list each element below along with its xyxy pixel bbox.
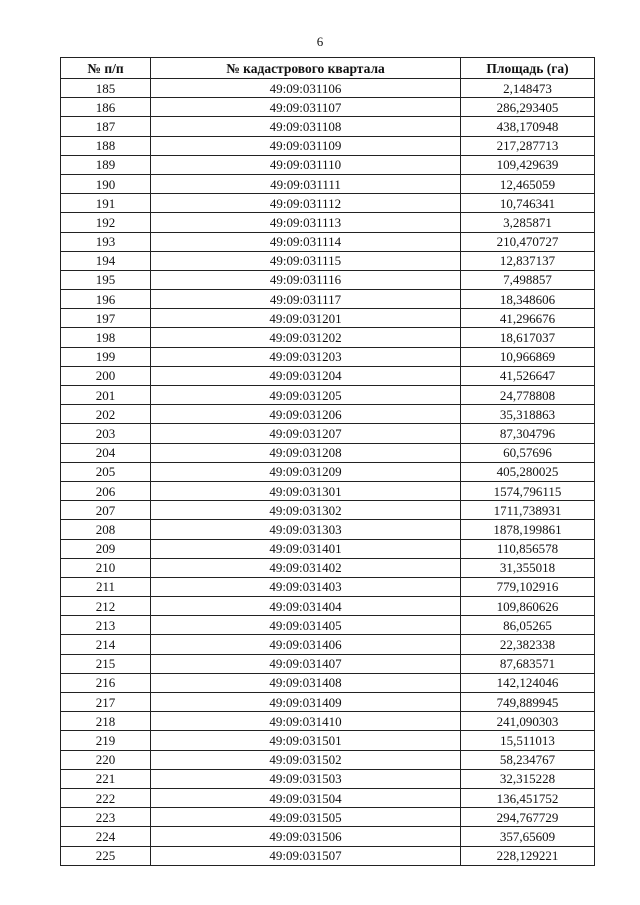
cadastral-quarter-number: 49:09:031406 — [151, 635, 461, 654]
area-value: 357,65609 — [461, 827, 595, 846]
row-index: 208 — [61, 520, 151, 539]
cadastral-quarter-number: 49:09:031208 — [151, 443, 461, 462]
row-index: 211 — [61, 577, 151, 596]
row-index: 205 — [61, 462, 151, 481]
row-index: 202 — [61, 405, 151, 424]
row-index: 185 — [61, 79, 151, 98]
row-index: 222 — [61, 788, 151, 807]
area-value: 10,746341 — [461, 194, 595, 213]
area-value: 41,296676 — [461, 309, 595, 328]
row-index: 207 — [61, 501, 151, 520]
area-value: 18,617037 — [461, 328, 595, 347]
area-value: 10,966869 — [461, 347, 595, 366]
area-value: 58,234767 — [461, 750, 595, 769]
header-area: Площадь (га) — [461, 58, 595, 79]
table-row — [61, 347, 595, 366]
row-index: 213 — [61, 616, 151, 635]
table-row — [61, 693, 595, 712]
area-value: 24,778808 — [461, 386, 595, 405]
table-row — [61, 577, 595, 596]
table-row — [61, 270, 595, 289]
area-value: 35,318863 — [461, 405, 595, 424]
area-value: 217,287713 — [461, 136, 595, 155]
area-value: 2,148473 — [461, 79, 595, 98]
area-value: 18,348606 — [461, 290, 595, 309]
table-row — [61, 251, 595, 270]
row-index: 219 — [61, 731, 151, 750]
cadastral-table — [60, 57, 595, 866]
cadastral-quarter-number: 49:09:031109 — [151, 136, 461, 155]
row-index: 210 — [61, 558, 151, 577]
cadastral-quarter-number: 49:09:031115 — [151, 251, 461, 270]
cadastral-quarter-number: 49:09:031407 — [151, 654, 461, 673]
row-index: 224 — [61, 827, 151, 846]
row-index: 187 — [61, 117, 151, 136]
row-index: 196 — [61, 290, 151, 309]
row-index: 201 — [61, 386, 151, 405]
table-row — [61, 328, 595, 347]
row-index: 221 — [61, 769, 151, 788]
row-index: 195 — [61, 270, 151, 289]
table-row — [61, 654, 595, 673]
row-index: 189 — [61, 155, 151, 174]
table-row — [61, 79, 595, 98]
table-row — [61, 827, 595, 846]
row-index: 217 — [61, 693, 151, 712]
area-value: 1574,796115 — [461, 481, 595, 500]
area-value: 779,102916 — [461, 577, 595, 596]
table-row — [61, 232, 595, 251]
cadastral-quarter-number: 49:09:031301 — [151, 481, 461, 500]
row-index: 218 — [61, 712, 151, 731]
area-value: 110,856578 — [461, 539, 595, 558]
table-row — [61, 750, 595, 769]
row-index: 203 — [61, 424, 151, 443]
table-row — [61, 616, 595, 635]
table-row — [61, 136, 595, 155]
area-value: 12,465059 — [461, 174, 595, 193]
table-row — [61, 194, 595, 213]
table-row — [61, 443, 595, 462]
area-value: 87,683571 — [461, 654, 595, 673]
area-value: 241,090303 — [461, 712, 595, 731]
cadastral-quarter-number: 49:09:031201 — [151, 309, 461, 328]
cadastral-quarter-number: 49:09:031504 — [151, 788, 461, 807]
table-row — [61, 366, 595, 385]
cadastral-quarter-number: 49:09:031116 — [151, 270, 461, 289]
area-value: 32,315228 — [461, 769, 595, 788]
table-row — [61, 290, 595, 309]
header-cadastral-quarter: № кадастрового квартала — [151, 58, 461, 79]
row-index: 190 — [61, 174, 151, 193]
area-value: 31,355018 — [461, 558, 595, 577]
row-index: 216 — [61, 673, 151, 692]
area-value: 228,129221 — [461, 846, 595, 865]
table-row — [61, 520, 595, 539]
cadastral-quarter-number: 49:09:031405 — [151, 616, 461, 635]
row-index: 200 — [61, 366, 151, 385]
row-index: 193 — [61, 232, 151, 251]
row-index: 214 — [61, 635, 151, 654]
cadastral-quarter-number: 49:09:031113 — [151, 213, 461, 232]
cadastral-quarter-number: 49:09:031410 — [151, 712, 461, 731]
table-row — [61, 846, 595, 865]
table-row — [61, 462, 595, 481]
cadastral-quarter-number: 49:09:031303 — [151, 520, 461, 539]
cadastral-quarter-number: 49:09:031506 — [151, 827, 461, 846]
table-row — [61, 769, 595, 788]
table-row — [61, 635, 595, 654]
area-value: 749,889945 — [461, 693, 595, 712]
table-row — [61, 386, 595, 405]
cadastral-quarter-number: 49:09:031110 — [151, 155, 461, 174]
table-row — [61, 808, 595, 827]
cadastral-quarter-number: 49:09:031111 — [151, 174, 461, 193]
cadastral-quarter-number: 49:09:031114 — [151, 232, 461, 251]
cadastral-quarter-number: 49:09:031107 — [151, 98, 461, 117]
cadastral-quarter-number: 49:09:031404 — [151, 597, 461, 616]
cadastral-quarter-number: 49:09:031502 — [151, 750, 461, 769]
cadastral-quarter-number: 49:09:031501 — [151, 731, 461, 750]
area-value: 405,280025 — [461, 462, 595, 481]
table-row — [61, 788, 595, 807]
cadastral-quarter-number: 49:09:031207 — [151, 424, 461, 443]
table-row — [61, 174, 595, 193]
cadastral-quarter-number: 49:09:031408 — [151, 673, 461, 692]
cadastral-quarter-number: 49:09:031403 — [151, 577, 461, 596]
table-row — [61, 539, 595, 558]
cadastral-quarter-number: 49:09:031117 — [151, 290, 461, 309]
row-index: 223 — [61, 808, 151, 827]
header-index: № п/п — [61, 58, 151, 79]
cadastral-quarter-number: 49:09:031203 — [151, 347, 461, 366]
table-row — [61, 712, 595, 731]
row-index: 192 — [61, 213, 151, 232]
row-index: 188 — [61, 136, 151, 155]
row-index: 225 — [61, 846, 151, 865]
cadastral-quarter-number: 49:09:031505 — [151, 808, 461, 827]
row-index: 199 — [61, 347, 151, 366]
area-value: 1878,199861 — [461, 520, 595, 539]
area-value: 15,511013 — [461, 731, 595, 750]
row-index: 197 — [61, 309, 151, 328]
cadastral-quarter-number: 49:09:031112 — [151, 194, 461, 213]
area-value: 294,767729 — [461, 808, 595, 827]
cadastral-quarter-number: 49:09:031205 — [151, 386, 461, 405]
table-row — [61, 98, 595, 117]
row-index: 186 — [61, 98, 151, 117]
area-value: 1711,738931 — [461, 501, 595, 520]
area-value: 87,304796 — [461, 424, 595, 443]
table-row — [61, 117, 595, 136]
area-value: 438,170948 — [461, 117, 595, 136]
table-row — [61, 405, 595, 424]
table-row — [61, 673, 595, 692]
table-row — [61, 558, 595, 577]
table-row — [61, 481, 595, 500]
cadastral-quarter-number: 49:09:031503 — [151, 769, 461, 788]
area-value: 210,470727 — [461, 232, 595, 251]
row-index: 220 — [61, 750, 151, 769]
area-value: 3,285871 — [461, 213, 595, 232]
row-index: 204 — [61, 443, 151, 462]
table-row — [61, 597, 595, 616]
cadastral-quarter-number: 49:09:031106 — [151, 79, 461, 98]
area-value: 286,293405 — [461, 98, 595, 117]
row-index: 212 — [61, 597, 151, 616]
cadastral-quarter-number: 49:09:031202 — [151, 328, 461, 347]
cadastral-quarter-number: 49:09:031209 — [151, 462, 461, 481]
area-value: 142,124046 — [461, 673, 595, 692]
page-number: 6 — [316, 34, 324, 49]
row-index: 194 — [61, 251, 151, 270]
row-index: 209 — [61, 539, 151, 558]
cadastral-quarter-number: 49:09:031507 — [151, 846, 461, 865]
row-index: 206 — [61, 481, 151, 500]
area-value: 136,451752 — [461, 788, 595, 807]
cadastral-quarter-number: 49:09:031302 — [151, 501, 461, 520]
cadastral-quarter-number: 49:09:031204 — [151, 366, 461, 385]
area-value: 109,429639 — [461, 155, 595, 174]
table-row — [61, 155, 595, 174]
area-value: 22,382338 — [461, 635, 595, 654]
area-value: 12,837137 — [461, 251, 595, 270]
area-value: 86,05265 — [461, 616, 595, 635]
table-row — [61, 501, 595, 520]
area-value: 109,860626 — [461, 597, 595, 616]
table-header-row — [61, 58, 595, 79]
table-row — [61, 309, 595, 328]
cadastral-quarter-number: 49:09:031401 — [151, 539, 461, 558]
cadastral-quarter-number: 49:09:031409 — [151, 693, 461, 712]
cadastral-quarter-number: 49:09:031108 — [151, 117, 461, 136]
cadastral-quarter-number: 49:09:031402 — [151, 558, 461, 577]
row-index: 191 — [61, 194, 151, 213]
row-index: 198 — [61, 328, 151, 347]
row-index: 215 — [61, 654, 151, 673]
area-value: 60,57696 — [461, 443, 595, 462]
table-row — [61, 213, 595, 232]
cadastral-quarter-number: 49:09:031206 — [151, 405, 461, 424]
table-row — [61, 731, 595, 750]
table-row — [61, 424, 595, 443]
area-value: 41,526647 — [461, 366, 595, 385]
area-value: 7,498857 — [461, 270, 595, 289]
